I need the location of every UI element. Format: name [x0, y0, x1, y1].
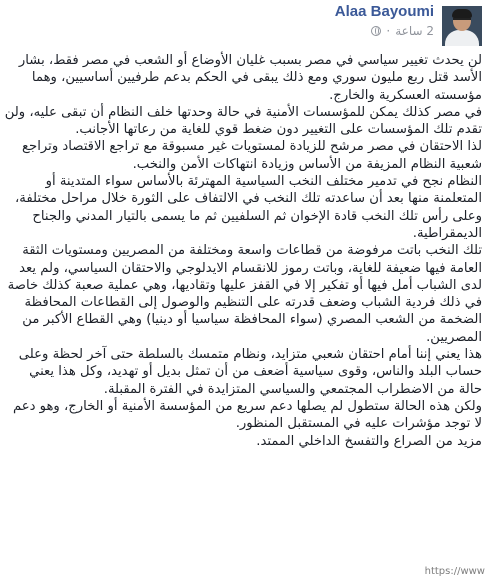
post-paragraph: النظام نجح في تدمير مختلف النخب السياسية المهترئة بالأساس سواء المتدينة أو المتعلمنة منها بعد أن ساعدته تلك النخب في الالتفاف على الثورة خلال مراحل مختلفة، وعلى رأس تلك النخب قادة الإخوان ثم السلفيين ثم ما يسمى بالتيار المدني والجناح الديمقراطية. [15, 174, 482, 241]
post-meta [371, 24, 434, 38]
avatar-shirt [445, 30, 479, 46]
post-paragraph: لن يحدث تغيير سياسي في مصر بسبب غليان الأوضاع أو الشعب في مصر فقط، بشار الأسد قتل ربع مليون سوري ومع ذلك يبقى في الحكم بدعم طرفيين أساسيين، وهما مؤسسته العسكرية والخارج. [18, 53, 482, 103]
post-paragraph: في مصر كذلك يمكن للمؤسسات الأمنية في حالة وحدتها خلف النظام أن تبقى عليه، ولن تقدم تلك المؤسسات على التغيير دون ضغط قوي للغاية من رعاتها الأجانب. [4, 104, 482, 138]
post-header [0, 0, 490, 50]
post-paragraph: لذا الاحتقان في مصر مرشح للزيادة لمستويات غير مسبوقة مع تراجع الاقتصاد وتراجع شعبية النظام المزيفة من الأساس وزيادة انتهاكات الأمن والنخب. [22, 139, 482, 172]
avatar-hair [452, 9, 472, 18]
post-paragraph: هذا يعني إننا أمام احتقان شعبي متزايد، ونظام متمسك بالسلطة حتى آخر لحظة وعلى حساب البلد والناس، وقوى سياسية أضعف من أن تمثل بديل أو تهديد، وكل هذا يعني حالة من الاضطراب المجتمعي والسياسي المتزايدة في الفترة المقبلة. [18, 347, 482, 397]
url-watermark: https://www [424, 566, 485, 577]
avatar-glasses [453, 18, 471, 24]
post-paragraph: ولكن هذه الحالة ستطول لم يصلها دعم سريع من المؤسسة الأمنية أو الخارج، وهو دعم لا توجد مؤشرات عليه في المستقبل المنظور. [12, 398, 482, 432]
globe-icon[interactable] [371, 26, 381, 36]
post-body [4, 52, 482, 450]
post-paragraph: تلك النخب باتت مرفوضة من قطاعات واسعة ومختلفة من المصريين ومستويات الثقة العامة فيها ضعيفة للغاية، وباتت رموز للانقسام الايدلوجي والاحتقان السياسي، ولم يعد لدى الشباب أمل فيها أو تفكير إلا في القفز عليها وتقاديها، وهي عملية صعبة كذلك خاصة في ذلك فردية الشباب وضعف قدرته على التنظيم والوصول إلى القطاعات المحافظة الضخمة من الشعب المصري (سواء المحافظة سياسيا أو دينيا) وهي القطاع الأكبر من المصريين. [7, 243, 482, 345]
author-avatar[interactable] [442, 6, 482, 46]
author-name[interactable]: Alaa Bayoumi [334, 3, 434, 20]
post-timestamp[interactable]: 2 ساعة [395, 24, 434, 38]
post-paragraph: مزيد من الصراع والتفسخ الداخلي الممتد. [256, 433, 482, 449]
dot-separator: · [386, 24, 391, 38]
